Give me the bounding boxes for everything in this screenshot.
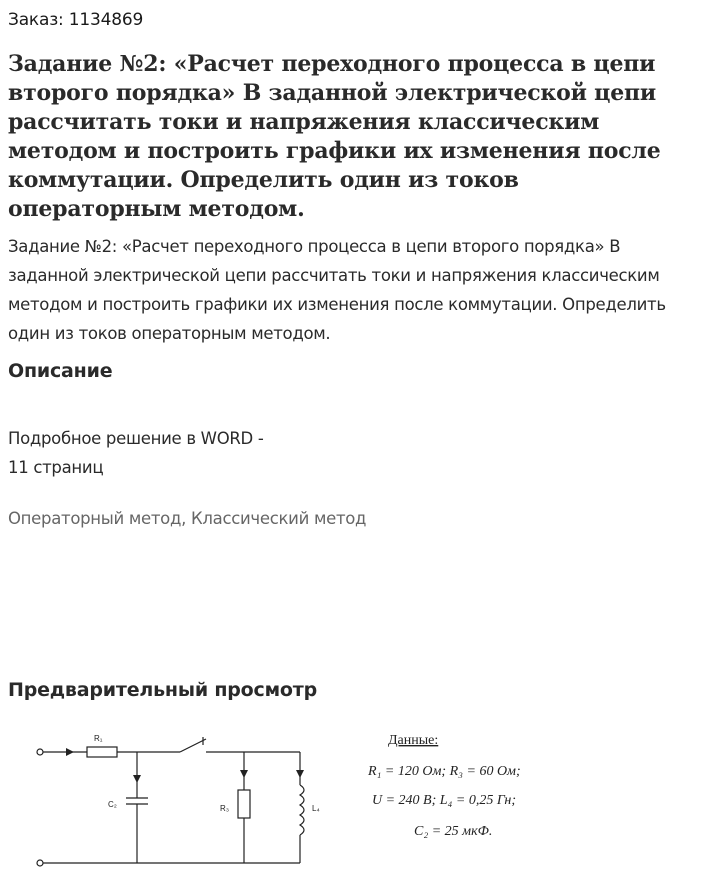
preview-image bbox=[0, 715, 701, 883]
resistor-r3 bbox=[238, 790, 250, 818]
given-title: Данные: bbox=[388, 733, 439, 748]
given-voltage-inductance: U = 240 В; L₄ = 0,25 Гн; bbox=[372, 793, 517, 808]
inductor-l4 bbox=[300, 785, 304, 835]
r1-label: R₁ bbox=[94, 734, 103, 743]
r3-label: R₃ bbox=[220, 804, 230, 813]
circuit-arrows bbox=[66, 748, 304, 783]
method-tags: Операторный метод, Классический метод bbox=[8, 509, 367, 528]
l4-label: L₄ bbox=[312, 804, 320, 813]
input-terminal-bottom bbox=[37, 860, 43, 866]
input-terminal-top bbox=[37, 749, 43, 755]
order-number: Заказ: 1134869 bbox=[8, 10, 144, 30]
description-heading: Описание bbox=[8, 360, 113, 382]
circuit-diagram bbox=[0, 715, 701, 883]
preview-heading: Предварительный просмотр bbox=[8, 679, 317, 701]
solution-pages: 11 страниц bbox=[8, 458, 104, 477]
solution-format: Подробное решение в WORD - bbox=[8, 429, 264, 448]
switch bbox=[180, 739, 206, 752]
solution-info bbox=[8, 424, 328, 482]
task-text: Задание №2: «Расчет переходного процесса в цепи второго порядка» В заданной электрической цепи рассчитать токи и напряжения классическим методом и построить графики их изменения после коммутации. Определить один из токов операторным методом. bbox=[8, 237, 666, 343]
page-title: Задание №2: «Расчет переходного процесса в цепи второго порядка» В заданной электрической цепи рассчитать токи и напряжения классическим методом и построить графики их изменения после коммутации. Определить один из токов операторным методом. bbox=[8, 51, 661, 222]
given-resistances: R₁ = 120 Ом; R₃ = 60 Ом; bbox=[368, 764, 521, 779]
circuit-wires bbox=[37, 737, 304, 866]
given-capacitance: C₂ = 25 мкФ. bbox=[414, 824, 493, 839]
resistor-r1 bbox=[87, 747, 117, 757]
c2-label: C₂ bbox=[108, 800, 117, 809]
